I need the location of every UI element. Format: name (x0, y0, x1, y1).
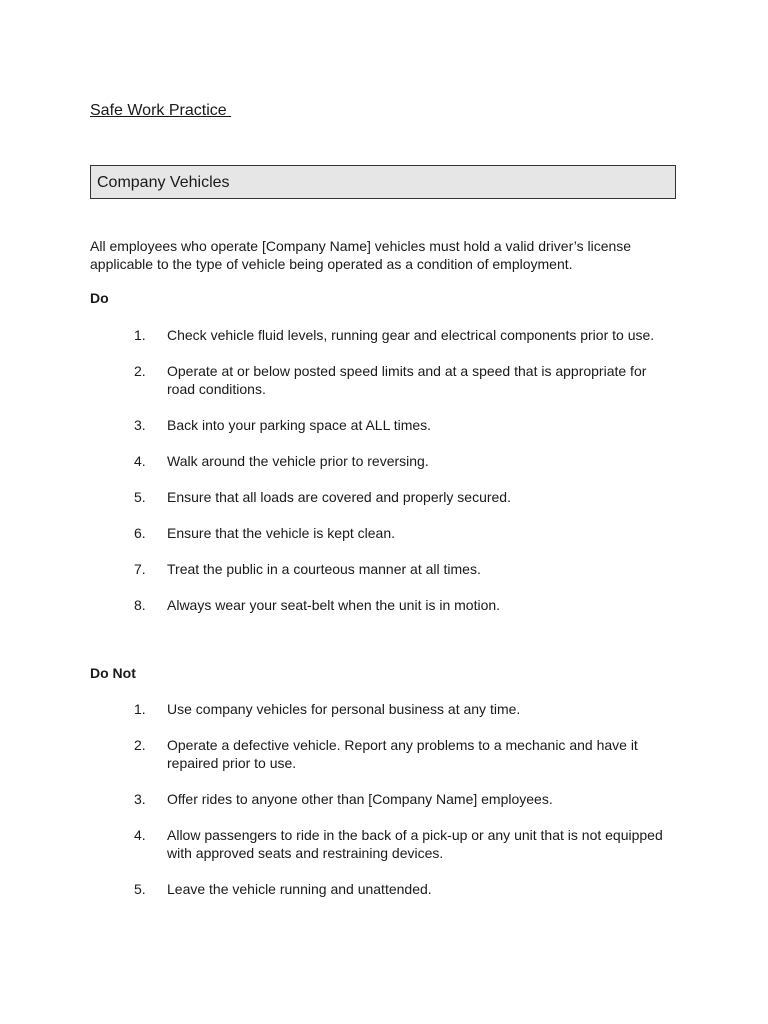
do-not-item (0, 700, 768, 718)
do-item-text: Always wear your seat-belt when the unit is in motion. (167, 597, 501, 613)
do-item (0, 326, 768, 344)
do-item-text: Operate at or below posted speed limits and at a speed that is appropriate for road conditions. (167, 363, 647, 397)
document-title: Safe Work Practice (90, 102, 232, 119)
do-list (0, 326, 768, 614)
do-item-number: 6. (134, 525, 146, 541)
do-item-number: 7. (134, 561, 146, 577)
do-item-text: Check vehicle fluid levels, running gear and electrical components prior to use. (167, 327, 655, 343)
do-item (0, 452, 768, 470)
do-item-number: 1. (134, 327, 146, 343)
do-item-text: Walk around the vehicle prior to reversing. (167, 453, 429, 469)
do-item (0, 488, 768, 506)
do-heading: Do (90, 290, 109, 306)
do-not-item-text: Allow passengers to ride in the back of a pick-up or any unit that is not equipped with approved seats and restraining devices. (167, 827, 663, 861)
do-not-heading: Do Not (90, 665, 136, 681)
intro-paragraph: All employees who operate [Company Name] vehicles must hold a valid driver’s license applicable to the type of vehicle being operated as a condition of employment. (90, 238, 632, 272)
do-item-text: Back into your parking space at ALL times. (167, 417, 432, 433)
do-not-item-text: Leave the vehicle running and unattended. (167, 881, 432, 897)
section-header-box (90, 165, 676, 199)
do-item-number: 3. (134, 417, 146, 433)
do-item-number: 5. (134, 489, 146, 505)
do-not-item-number: 2. (134, 737, 146, 753)
do-not-item (0, 880, 768, 898)
do-not-item-text: Operate a defective vehicle. Report any problems to a mechanic and have it repaired prior to use. (167, 737, 638, 771)
do-not-item-number: 4. (134, 827, 146, 843)
do-not-item-text: Use company vehicles for personal business at any time. (167, 701, 521, 717)
do-item (0, 362, 768, 398)
do-not-item (0, 790, 768, 808)
do-not-item-number: 3. (134, 791, 146, 807)
do-item-number: 4. (134, 453, 146, 469)
do-not-item (0, 736, 768, 772)
do-item (0, 524, 768, 542)
do-item (0, 560, 768, 578)
do-item-text: Ensure that all loads are covered and properly secured. (167, 489, 511, 505)
do-item-text: Ensure that the vehicle is kept clean. (167, 525, 396, 541)
do-item (0, 596, 768, 614)
do-item-number: 2. (134, 363, 146, 379)
do-not-item-number: 5. (134, 881, 146, 897)
do-not-list (0, 700, 768, 898)
do-not-item (0, 826, 768, 862)
section-title: Company Vehicles (97, 174, 230, 191)
do-item-number: 8. (134, 597, 146, 613)
do-item (0, 416, 768, 434)
do-not-item-number: 1. (134, 701, 146, 717)
do-not-item-text: Offer rides to anyone other than [Company Name] employees. (167, 791, 553, 807)
do-item-text: Treat the public in a courteous manner at all times. (167, 561, 481, 577)
